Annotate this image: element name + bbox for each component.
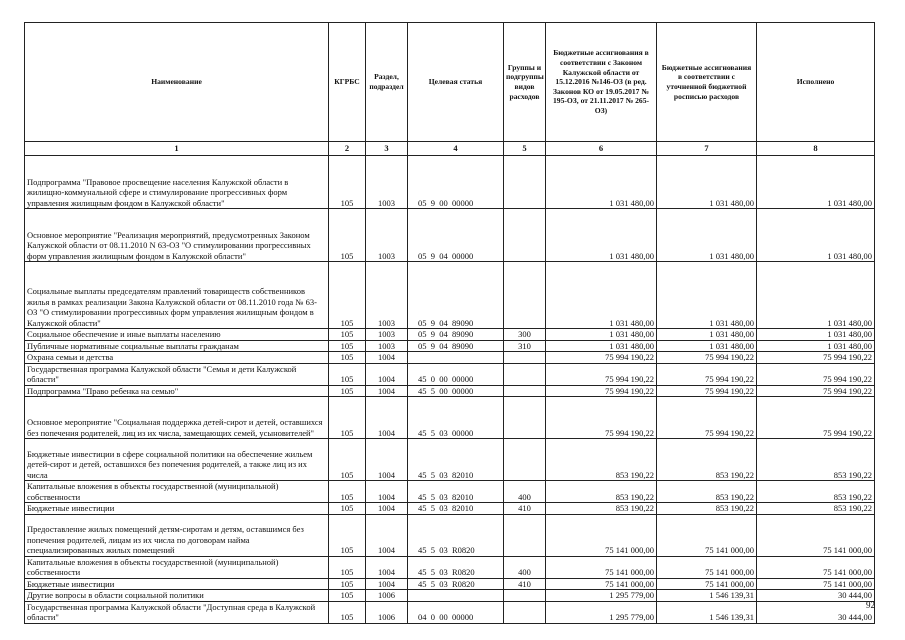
row-executed: 853 190,22 [757, 503, 875, 515]
row-refined-budget: 75 994 190,22 [657, 385, 757, 397]
col-number: 8 [757, 142, 875, 156]
row-law-budget: 75 141 000,00 [546, 578, 657, 590]
col-number: 7 [657, 142, 757, 156]
table-row [25, 601, 875, 623]
row-group [504, 397, 546, 439]
row-razdel: 1004 [366, 352, 408, 364]
row-name: Основное мероприятие "Социальная поддержка детей-сирот и детей, оставшихся без попечения родителей, лиц из их числа, замещающих семей, усыновителей" [25, 397, 329, 439]
row-refined-budget: 75 141 000,00 [657, 514, 757, 556]
row-name: Основное мероприятие "Реализация мероприятий, предусмотренных Законом Калужской области от 08.11.2010 N 63-ОЗ "О стимулировании прогрессивных форм управления жилищным фондом в Калужской области" [25, 209, 329, 262]
col-header-refined-budget: Бюджетные ассигнования в соответствии с уточненной бюджетной росписью расходов [657, 23, 757, 142]
table-row [25, 590, 875, 602]
row-executed: 853 190,22 [757, 439, 875, 481]
row-refined-budget: 853 190,22 [657, 481, 757, 503]
col-header-target: Целевая статья [408, 23, 504, 142]
row-law-budget: 1 031 480,00 [546, 156, 657, 209]
row-name: Подпрограмма "Право ребенка на семью" [25, 385, 329, 397]
row-law-budget: 75 141 000,00 [546, 514, 657, 556]
col-header-law-budget: Бюджетные ассигнования в соответствии с Законом Калужской области от 15.12.2016 №146-ОЗ (в ред. Законов КО от 19.05.2017 № 195-ОЗ, от 21.11.2017 № 265-ОЗ) [546, 23, 657, 142]
header-row [25, 23, 875, 142]
row-law-budget: 75 141 000,00 [546, 556, 657, 578]
row-razdel: 1004 [366, 397, 408, 439]
row-razdel: 1004 [366, 481, 408, 503]
row-group: 300 [504, 329, 546, 341]
table-row [25, 262, 875, 329]
row-name: Государственная программа Калужской области "Семья и дети Калужской области" [25, 363, 329, 385]
col-number: 5 [504, 142, 546, 156]
table-row [25, 340, 875, 352]
row-executed: 75 141 000,00 [757, 578, 875, 590]
row-kgrbs: 105 [329, 329, 366, 341]
row-target: 45 5 03 R0820 [408, 514, 504, 556]
row-group: 310 [504, 340, 546, 352]
row-kgrbs: 105 [329, 262, 366, 329]
row-group [504, 601, 546, 623]
row-target: 45 5 03 82010 [408, 439, 504, 481]
row-target: 45 5 03 00000 [408, 397, 504, 439]
row-group [504, 590, 546, 602]
row-target: 05 9 00 00000 [408, 156, 504, 209]
row-name: Подпрограмма "Правовое просвещение населения Калужской области в жилищно-коммунальной сфере и стимулирование прогрессивных форм управления жилищным фондом в Калужской области" [25, 156, 329, 209]
row-law-budget: 1 295 779,00 [546, 601, 657, 623]
row-kgrbs: 105 [329, 514, 366, 556]
row-kgrbs: 105 [329, 397, 366, 439]
row-target: 05 9 04 89090 [408, 329, 504, 341]
col-number: 2 [329, 142, 366, 156]
row-kgrbs: 105 [329, 340, 366, 352]
row-refined-budget: 75 994 190,22 [657, 397, 757, 439]
col-header-name: Наименование [25, 23, 329, 142]
row-name: Государственная программа Калужской области "Доступная среда в Калужской области" [25, 601, 329, 623]
row-executed: 75 994 190,22 [757, 385, 875, 397]
row-target: 45 0 00 00000 [408, 363, 504, 385]
row-kgrbs: 105 [329, 556, 366, 578]
row-group [504, 262, 546, 329]
row-refined-budget: 75 994 190,22 [657, 363, 757, 385]
row-refined-budget: 1 031 480,00 [657, 329, 757, 341]
table-row [25, 363, 875, 385]
row-executed: 75 994 190,22 [757, 363, 875, 385]
table-row [25, 156, 875, 209]
row-group: 400 [504, 556, 546, 578]
row-law-budget: 1 295 779,00 [546, 590, 657, 602]
row-kgrbs: 105 [329, 601, 366, 623]
row-executed: 1 031 480,00 [757, 262, 875, 329]
row-law-budget: 1 031 480,00 [546, 340, 657, 352]
row-refined-budget: 1 031 480,00 [657, 262, 757, 329]
table-row [25, 481, 875, 503]
col-header-razdel: Раздел, подраздел [366, 23, 408, 142]
col-header-groups: Группы и подгруппы видов расходов [504, 23, 546, 142]
row-razdel: 1003 [366, 340, 408, 352]
row-name: Капитальные вложения в объекты государственной (муниципальной) собственности [25, 556, 329, 578]
row-target [408, 590, 504, 602]
col-number: 3 [366, 142, 408, 156]
table-row [25, 352, 875, 364]
row-razdel: 1006 [366, 590, 408, 602]
row-razdel: 1004 [366, 503, 408, 515]
row-law-budget: 1 031 480,00 [546, 209, 657, 262]
row-kgrbs: 105 [329, 439, 366, 481]
row-refined-budget: 75 994 190,22 [657, 352, 757, 364]
row-law-budget: 75 994 190,22 [546, 397, 657, 439]
row-name: Другие вопросы в области социальной политики [25, 590, 329, 602]
row-razdel: 1003 [366, 209, 408, 262]
col-header-executed: Исполнено [757, 23, 875, 142]
row-kgrbs: 105 [329, 578, 366, 590]
row-name: Публичные нормативные социальные выплаты гражданам [25, 340, 329, 352]
row-kgrbs: 105 [329, 156, 366, 209]
row-executed: 1 031 480,00 [757, 209, 875, 262]
row-kgrbs: 105 [329, 590, 366, 602]
row-law-budget: 75 994 190,22 [546, 363, 657, 385]
row-executed: 75 994 190,22 [757, 397, 875, 439]
row-group: 410 [504, 503, 546, 515]
col-number: 6 [546, 142, 657, 156]
row-refined-budget: 853 190,22 [657, 503, 757, 515]
row-razdel: 1006 [366, 601, 408, 623]
row-group: 410 [504, 578, 546, 590]
row-name: Бюджетные инвестиции [25, 578, 329, 590]
col-number: 1 [25, 142, 329, 156]
table-row [25, 503, 875, 515]
row-group [504, 352, 546, 364]
row-refined-budget: 1 031 480,00 [657, 340, 757, 352]
row-razdel: 1004 [366, 439, 408, 481]
col-header-kgrbs: КГРБС [329, 23, 366, 142]
row-group [504, 209, 546, 262]
page-number: 92 [866, 600, 875, 610]
row-razdel: 1003 [366, 156, 408, 209]
table-row [25, 209, 875, 262]
row-executed: 30 444,00 [757, 601, 875, 623]
row-group: 400 [504, 481, 546, 503]
row-target: 05 9 04 00000 [408, 209, 504, 262]
row-kgrbs: 105 [329, 385, 366, 397]
row-executed: 1 031 480,00 [757, 340, 875, 352]
row-refined-budget: 1 031 480,00 [657, 156, 757, 209]
table-row [25, 385, 875, 397]
row-law-budget: 75 994 190,22 [546, 352, 657, 364]
row-target: 04 0 00 00000 [408, 601, 504, 623]
row-executed: 853 190,22 [757, 481, 875, 503]
row-name: Капитальные вложения в объекты государственной (муниципальной) собственности [25, 481, 329, 503]
row-refined-budget: 1 546 139,31 [657, 590, 757, 602]
row-law-budget: 1 031 480,00 [546, 262, 657, 329]
row-target: 05 9 04 89090 [408, 262, 504, 329]
row-kgrbs: 105 [329, 503, 366, 515]
row-refined-budget: 75 141 000,00 [657, 556, 757, 578]
table-row [25, 578, 875, 590]
row-razdel: 1004 [366, 556, 408, 578]
row-kgrbs: 105 [329, 352, 366, 364]
row-target: 45 5 03 R0820 [408, 556, 504, 578]
row-law-budget: 853 190,22 [546, 481, 657, 503]
row-refined-budget: 75 141 000,00 [657, 578, 757, 590]
row-executed: 75 994 190,22 [757, 352, 875, 364]
row-group [504, 514, 546, 556]
row-executed: 1 031 480,00 [757, 329, 875, 341]
row-razdel: 1004 [366, 514, 408, 556]
row-group [504, 156, 546, 209]
row-name: Бюджетные инвестиции [25, 503, 329, 515]
row-name: Социальные выплаты председателям правлений товариществ собственников жилья в рамках реализации Закона Калужской области от 08.11.2010 года № 63-ОЗ "О стимулировании прогрессивных форм управления жилищным фондом в Калужской области" [25, 262, 329, 329]
table-row [25, 397, 875, 439]
table-row [25, 329, 875, 341]
row-kgrbs: 105 [329, 481, 366, 503]
row-law-budget: 75 994 190,22 [546, 385, 657, 397]
row-target: 45 5 03 82010 [408, 503, 504, 515]
row-law-budget: 853 190,22 [546, 503, 657, 515]
table-row [25, 514, 875, 556]
row-kgrbs: 105 [329, 363, 366, 385]
col-number: 4 [408, 142, 504, 156]
column-number-row [25, 142, 875, 156]
row-name: Предоставление жилых помещений детям-сиротам и детям, оставшимся без попечения родителей, лицам из их числа по договорам найма специализированных жилых помещений [25, 514, 329, 556]
row-executed: 75 141 000,00 [757, 556, 875, 578]
row-law-budget: 1 031 480,00 [546, 329, 657, 341]
row-refined-budget: 853 190,22 [657, 439, 757, 481]
row-target: 45 5 03 R0820 [408, 578, 504, 590]
row-razdel: 1003 [366, 329, 408, 341]
row-group [504, 385, 546, 397]
row-group [504, 363, 546, 385]
table-row [25, 439, 875, 481]
row-razdel: 1004 [366, 385, 408, 397]
row-executed: 1 031 480,00 [757, 156, 875, 209]
row-executed: 75 141 000,00 [757, 514, 875, 556]
row-name: Бюджетные инвестиции в сфере социальной политики на обеспечение жильем детей-сирот и детей, оставшихся без попечения родителей, а также лиц из их числа [25, 439, 329, 481]
row-target: 45 5 00 00000 [408, 385, 504, 397]
row-target: 45 5 03 82010 [408, 481, 504, 503]
row-group [504, 439, 546, 481]
row-refined-budget: 1 546 139,31 [657, 601, 757, 623]
table-body [25, 156, 875, 624]
row-kgrbs: 105 [329, 209, 366, 262]
row-refined-budget: 1 031 480,00 [657, 209, 757, 262]
row-name: Охрана семьи и детства [25, 352, 329, 364]
budget-table [24, 22, 875, 624]
row-target [408, 352, 504, 364]
row-name: Социальное обеспечение и иные выплаты населению [25, 329, 329, 341]
row-razdel: 1004 [366, 578, 408, 590]
row-law-budget: 853 190,22 [546, 439, 657, 481]
table-row [25, 556, 875, 578]
row-razdel: 1004 [366, 363, 408, 385]
row-executed: 30 444,00 [757, 590, 875, 602]
row-target: 05 9 04 89090 [408, 340, 504, 352]
row-razdel: 1003 [366, 262, 408, 329]
